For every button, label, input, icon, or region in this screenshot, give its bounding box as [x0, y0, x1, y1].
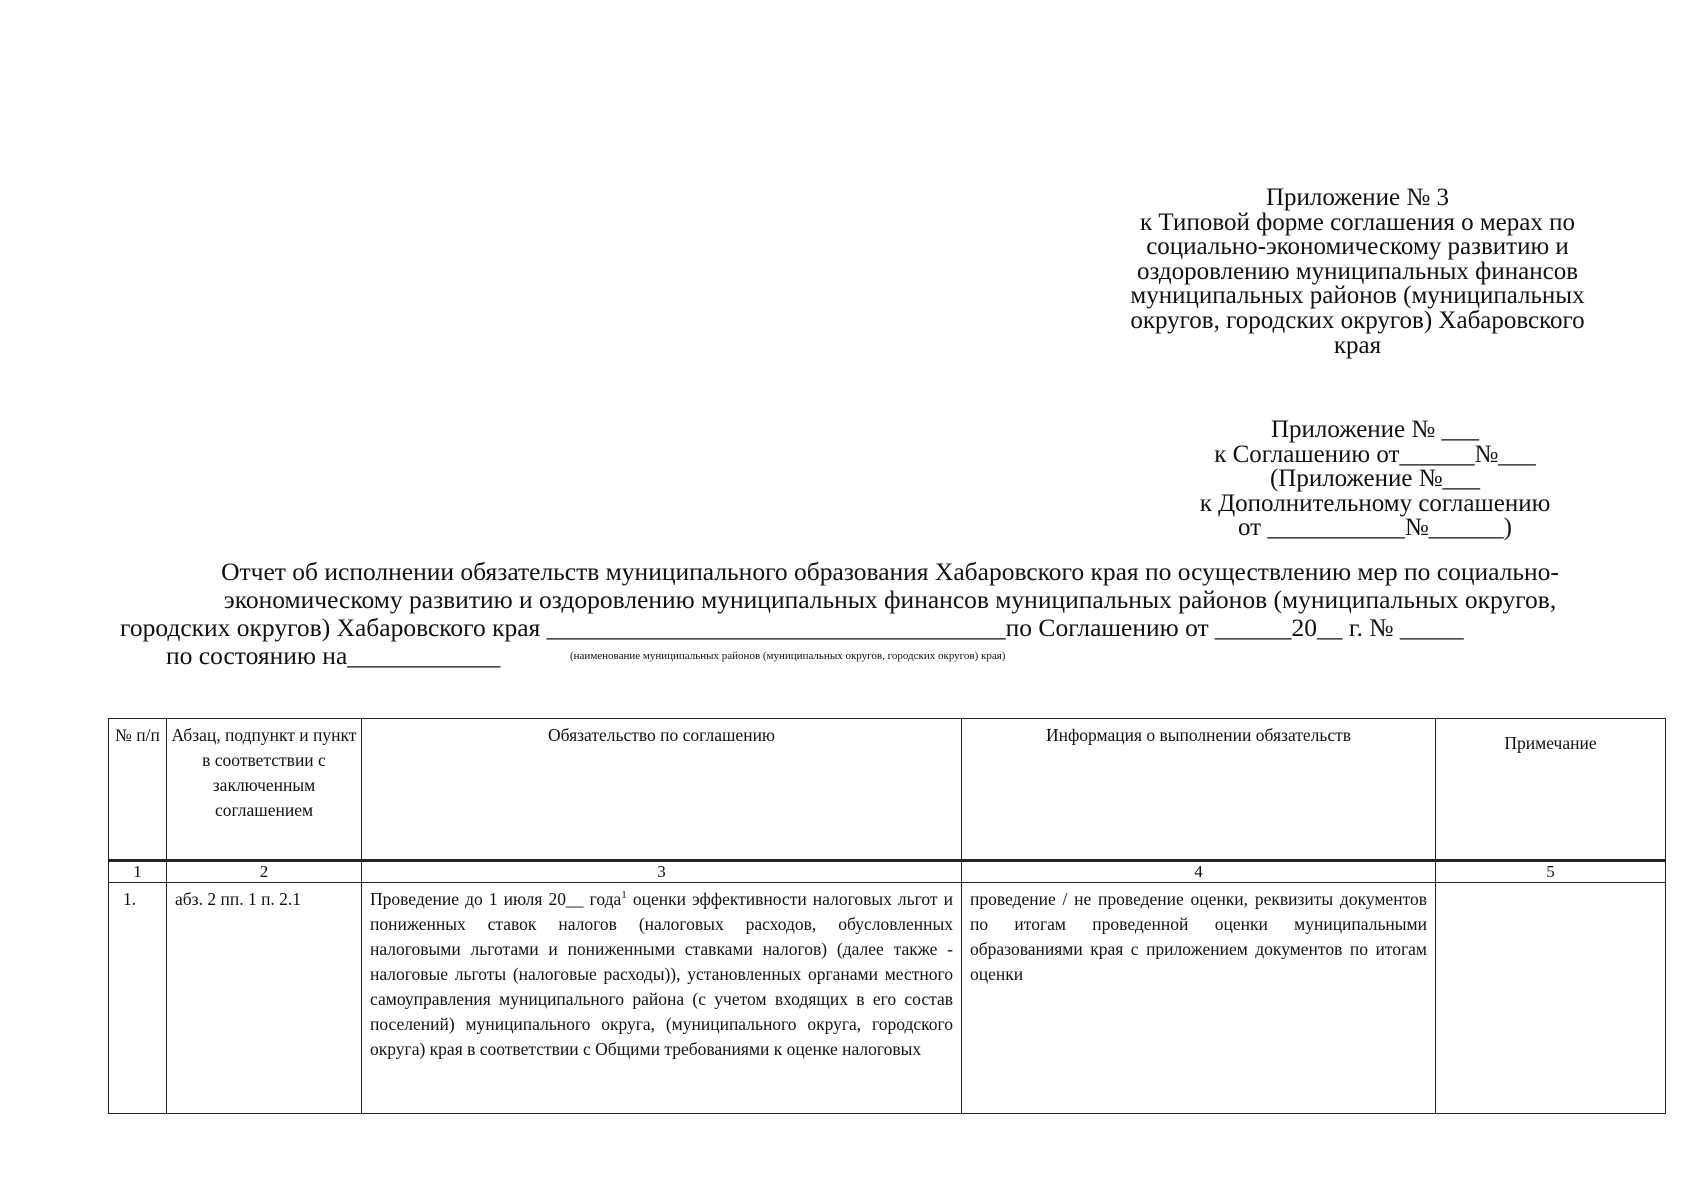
col-header-clause: Абзац, подпункт и пункт в соответствии с заключенным соглашением — [167, 719, 362, 861]
appendix-3-line: округов, городских округов) Хабаровского — [1130, 306, 1585, 334]
row-info: проведение / не проведение оценки, реквизиты документов по итогам проведенной оценки муниципальными образованиями края с приложением документов по итогам оценки — [962, 883, 1436, 1114]
col-header-number: № п/п — [109, 719, 167, 861]
obligation-text-rest: оценки эффективности налоговых льгот и пониженных ставок налогов (налоговых расходов, обусловленных налоговыми льготами и пониженными ставками налогов) (далее также - налоговые льготы (налоговые расходы)), установленных органами местного самоуправления муниципального района (с учетом входящих в его состав поселений) муниципального округа, (муниципального округа, городского округа) края в соответствии с Общими требованиями к оценке налоговых — [370, 889, 953, 1059]
col-header-note: Примечание — [1436, 719, 1666, 861]
report-title — [110, 558, 1670, 670]
appendix-3-header — [1085, 186, 1630, 358]
row-note — [1436, 883, 1666, 1114]
appendix-agreement-line: к Дополнительному соглашению — [1199, 489, 1551, 517]
col-header-obligation: Обязательство по соглашению — [362, 719, 962, 861]
appendix-agreement-line: к Соглашению от______№___ — [1214, 440, 1536, 468]
obligations-table — [108, 718, 1666, 1114]
report-title-line: экономическому развитию и оздоровлению муниципальных финансов муниципальных районов (муниципальных округов, — [223, 585, 1557, 614]
row-obligation — [362, 883, 962, 1114]
column-number: 4 — [962, 861, 1436, 883]
row-number: 1. — [109, 883, 167, 1114]
appendix-3-line: края — [1333, 331, 1382, 359]
appendix-agreement-header — [1140, 418, 1610, 541]
appendix-agreement-line: (Приложение №___ — [1269, 465, 1481, 492]
table-column-number-row — [109, 861, 1666, 883]
appendix-3-line: муниципальных районов (муниципальных — [1130, 282, 1585, 310]
table-row — [109, 883, 1666, 1114]
appendix-3-line: Приложение № 3 — [1265, 184, 1450, 211]
table-header-row — [109, 719, 1666, 861]
column-number: 1 — [109, 861, 167, 883]
appendix-agreement-line: Приложение № ___ — [1270, 416, 1480, 443]
column-number: 2 — [167, 861, 362, 883]
appendix-agreement-line: от ___________№______) — [1237, 514, 1513, 541]
report-title-line: Отчет об исполнении обязательств муниципального образования Хабаровского края по осуществлению мер по социально- — [221, 557, 1559, 586]
column-number: 3 — [362, 861, 962, 883]
column-number: 5 — [1436, 861, 1666, 883]
row-obligation-text — [370, 887, 953, 1109]
appendix-3-line: к Типовой форме соглашения о мерах по — [1140, 208, 1575, 236]
col-header-info: Информация о выполнении обязательств — [962, 719, 1436, 861]
report-date-line — [110, 642, 1670, 670]
row-clause: абз. 2 пп. 1 п. 2.1 — [167, 883, 362, 1114]
report-title-line: городских округов) Хабаровского края ____________________________________по Соглашению от ______20__ г. № _____ — [120, 613, 1464, 642]
report-date-label: по состоянию на____________ — [166, 641, 501, 670]
obligation-text-start: Проведение до 1 июля 20__ года — [370, 889, 622, 909]
municipality-caption: (наименование муниципальных районов (муниципальных округов, городских округов) края) — [570, 650, 1006, 662]
appendix-3-line: оздоровлению муниципальных финансов — [1136, 257, 1579, 285]
footnote-marker: 1 — [621, 889, 627, 902]
appendix-3-line: социально-экономическому развитию и — [1146, 233, 1569, 261]
